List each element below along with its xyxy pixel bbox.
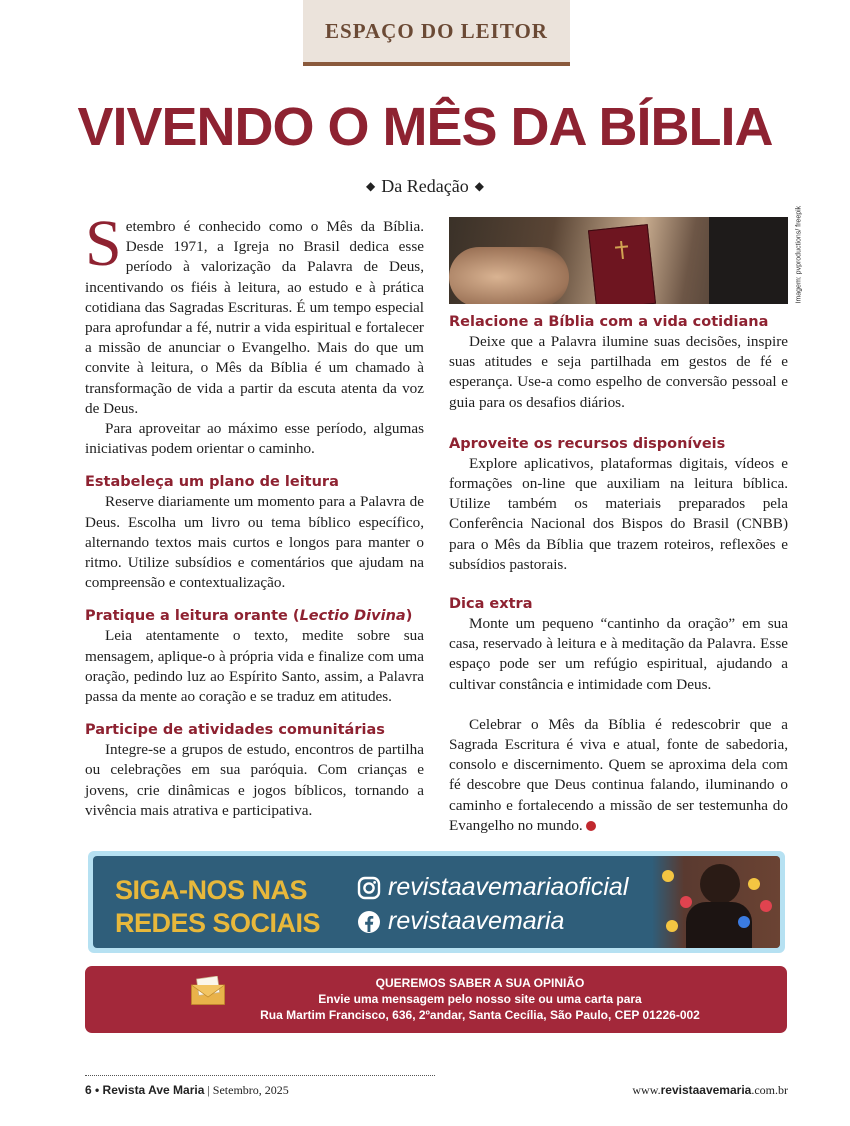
opinion-heading: QUEREMOS SABER A SUA OPINIÃO bbox=[375, 976, 585, 990]
diamond-icon: ◆ bbox=[366, 179, 376, 193]
footer-website-link[interactable]: www.revistaavemaria.com.br bbox=[632, 1083, 788, 1097]
end-mark-icon bbox=[586, 821, 596, 831]
facebook-handle[interactable]: revistaavemaria bbox=[357, 907, 564, 936]
section-heading: Estabeleça um plano de leitura bbox=[85, 474, 339, 491]
envelope-icon bbox=[187, 976, 229, 1006]
section-tab bbox=[303, 0, 570, 66]
opinion-address: Rua Martim Francisco, 636, 2ºandar, Santa Cecília, São Paulo, CEP 01226-002 bbox=[260, 1008, 700, 1022]
section-body: Monte um pequeno “cantinho da oração” em sua casa, reservado à leitura e à meditação da Palavra. Esse espaço pode ser um refúgio espiritual, ajudando a cultivar constância e intimidade com Deus. bbox=[449, 615, 788, 693]
section-heading: Participe de atividades comunitárias bbox=[85, 722, 385, 739]
footer-rule bbox=[85, 1075, 435, 1076]
section-heading: Pratique a leitura orante (Lectio Divina) bbox=[85, 608, 413, 625]
like-icon bbox=[738, 916, 750, 928]
section-body: Reserve diariamente um momento para a Palavra de Deus. Escolha um livro ou tema bíblico específico, alternando textos mais curtos e longos para manter o ritmo. Utilize subsídios e comentários que ajudam na compreensão e contextualização. bbox=[85, 493, 424, 592]
social-photo bbox=[652, 856, 780, 948]
hand-shape bbox=[449, 247, 569, 304]
instagram-icon bbox=[357, 876, 381, 900]
drop-cap: S bbox=[85, 207, 122, 280]
section-body: Integre-se a grupos de estudo, encontros de partilha ou celebrações em sua paróquia. Com crianças e jovens, crie dinâmicas e jogos bíblicos, tornando a vivência mais atrativa e participativa. bbox=[85, 741, 424, 819]
closing-paragraph: Celebrar o Mês da Bíblia é redescobrir que a Sagrada Escritura é viva e atual, fonte de sabedoria, consolo e discernimento. Quem se aproxima dela com fé descobre que Deus continua falando, iluminando o caminho e fortalecendo a missão de ser testemunha do Evangelho no mundo. bbox=[449, 715, 788, 834]
section-body: Leia atentamente o texto, medite sobre sua mensagem, aplique-o à própria vida e finalize com uma oração, pedindo luz ao Espírito Santo, assim, a Palavra passa da mente ao coração e se traduz em atitudes. bbox=[85, 627, 424, 706]
person-head-shape bbox=[700, 864, 740, 904]
intro-paragraph: Setembro é conhecido como o Mês da Bíblia. Desde 1971, a Igreja no Brasil dedica esse período à valorização da Palavra de Deus, incentivando os fiéis à leitura, ao estudo e à prática cotidiana das Sagradas Escrituras. É um tempo especial para aprofundar a fé, nutrir a vida espiritual e fortalecer a missão de anunciar o Evangelho. Mais do que um convite à leitura, o Mês da Bíblia é um chamado à transformação de vida a partir da escuta atenta da voz de Deus. bbox=[85, 207, 424, 417]
section-label: ESPAÇO DO LEITOR bbox=[325, 18, 548, 43]
byline-text: Da Redação bbox=[381, 176, 469, 196]
intro-paragraph-2: Para aproveitar ao máximo esse período, algumas iniciativas podem orientar o caminho. bbox=[85, 420, 424, 458]
opinion-banner bbox=[85, 966, 787, 1033]
emoji-icon bbox=[662, 870, 674, 882]
social-title: SIGA-NOS NAS REDES SOCIAIS bbox=[115, 875, 321, 938]
sleeve-shape bbox=[709, 217, 788, 304]
opinion-text: Envie uma mensagem pelo nosso site ou uma carta para bbox=[318, 992, 642, 1006]
bible-photo bbox=[449, 217, 788, 304]
footer-page-info: 6 • Revista Ave Maria | Setembro, 2025 bbox=[85, 1083, 289, 1097]
instagram-handle[interactable]: revistaavemariaoficial bbox=[357, 873, 628, 902]
right-column bbox=[449, 313, 788, 836]
section-heading: Dica extra bbox=[449, 596, 533, 613]
heart-icon bbox=[760, 900, 772, 912]
section-heading: Aproveite os recursos disponíveis bbox=[449, 435, 726, 452]
social-banner[interactable] bbox=[88, 851, 785, 953]
byline bbox=[0, 176, 850, 197]
section-heading: Relacione a Bíblia com a vida cotidiana bbox=[449, 314, 769, 330]
section-body: Deixe que a Palavra ilumine suas decisões, inspire suas atitudes e seja partilhada em gestos de fé e esperança. Use-a como espelho de conversão pessoal e guia para os desafios diários. bbox=[449, 333, 788, 411]
diamond-icon: ◆ bbox=[474, 179, 484, 193]
emoji-icon bbox=[666, 920, 678, 932]
photo-credit: Imagem: pvproductions/ freepik bbox=[795, 205, 803, 304]
facebook-icon bbox=[357, 910, 381, 934]
heart-icon bbox=[680, 896, 692, 908]
bible-book-shape bbox=[588, 224, 656, 304]
left-column bbox=[85, 207, 424, 821]
section-body: Explore aplicativos, plataformas digitais, vídeos e formações on-line que auxiliam na leitura bíblica. Utilize também os materiais preparados pela Conferência Nacional dos Bispos do Brasil (CNBB) para o Mês da Bíblia que trazem roteiros, reflexões e subsídios pastorais. bbox=[449, 454, 788, 573]
emoji-icon bbox=[748, 878, 760, 890]
article-title: VIVENDO O MÊS DA BÍBLIA bbox=[77, 97, 773, 157]
